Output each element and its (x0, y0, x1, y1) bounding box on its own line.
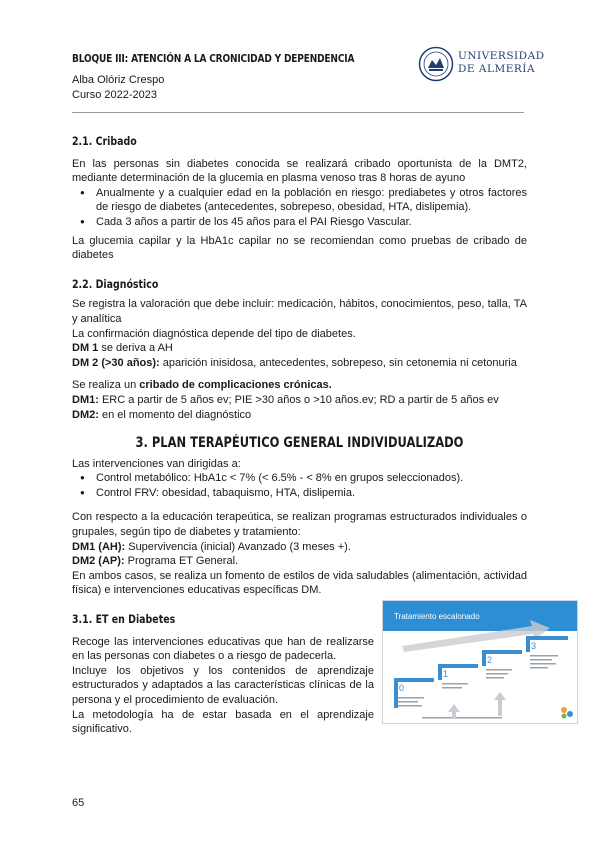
complicaciones-dm1: DM1: ERC a partir de 5 años ev; PIE >30 años o >10 años.ev; RD a partir de 5 años ev (72, 393, 499, 406)
step-label: 0 (399, 683, 405, 694)
cribado-list (72, 186, 527, 230)
et-p2: Incluye los objetivos y los contenidos de aprendizaje estructurados y adaptados a las características clínicas de la persona y el procedimiento de evaluación. (72, 664, 374, 706)
main-content (72, 134, 537, 737)
header-title: BLOQUE III: ATENCIÓN A LA CRONICIDAD Y DEPENDENCIA (72, 53, 355, 65)
header-course: Curso 2022-2023 (72, 89, 158, 101)
header-author: Alba Olóriz Crespo (72, 74, 165, 86)
logo-line-1: UNIVERSIDAD (458, 50, 545, 62)
plan-education: Con respecto a la educación terapeútica, se realizan programas estructurados individuales o grupales, según tipo de diabetes y tratamiento: (72, 511, 527, 539)
plan-list (72, 471, 527, 500)
complicaciones-line: Se realiza un cribado de complicaciones crónicas. (72, 379, 332, 392)
university-logo (418, 46, 545, 82)
cribado-heading: 2.1. Cribado (72, 134, 137, 148)
logo-line-2: DE ALMERÍA (458, 63, 536, 75)
plan-heading: 3. PLAN TERAPÉUTICO GENERAL INDIVIDUALIZADO (135, 435, 464, 452)
diagnostico-dm1: DM 1 se deriva a AH (72, 342, 173, 355)
tratamiento-escalonado-figure (382, 600, 578, 724)
et-section (72, 612, 537, 737)
university-seal-icon (418, 46, 454, 82)
logo-wordmark (458, 50, 545, 76)
step-label: 1 (443, 669, 449, 680)
figure-title: Tratamiento escalonado (394, 612, 480, 622)
et-p1: Recoge las intervenciones educativas que han de realizarse en las personas con diabetes o a riesgo de padecerla. (72, 635, 374, 663)
plan-dm1: DM1 (AH): Supervivencia (inicial) Avanzado (3 meses +). (72, 540, 351, 553)
et-p3: La metodología ha de estar basada en el aprendizaje significativo. (72, 708, 374, 736)
header-divider (72, 112, 524, 113)
list-item: ● Anualmente y a cualquier edad en la población en riesgo: prediabetes y otros factores de riesgo de diabetes (antecedentes, sobrepeso, obesidad, HTA, dislipemia). (96, 186, 527, 215)
diagnostico-p1: Se registra la valoración que debe incluir: medicación, hábitos, conocimientos, peso, talla, TA y analítica (72, 298, 527, 325)
step-label: 2 (487, 655, 493, 666)
list-item: ● Cada 3 años a partir de los 45 años para el PAI Riesgo Vascular. (96, 215, 527, 230)
page-number: 65 (72, 797, 85, 809)
diagnostico-heading: 2.2. Diagnóstico (72, 276, 159, 291)
step-label: 3 (531, 641, 537, 652)
cribado-intro: En las personas sin diabetes conocida se realizará cribado oportunista de la DMT2, mediante determinación de la glucemia en plasma venoso tras 8 horas de ayuno (72, 157, 527, 185)
complicaciones-dm2: DM2: en el momento del diagnóstico (72, 408, 252, 421)
plan-intro: Las intervenciones van dirigidas a: (72, 457, 241, 470)
et-text (72, 635, 374, 737)
list-item: ● Control FRV: obesidad, tabaquismo, HTA, dislipemia. (96, 486, 527, 501)
plan-dm2: DM2 (AP): Programa ET General. (72, 555, 239, 568)
list-item: ● Control metabólico: HbA1c < 7% (< 6.5% - < 8% en grupos seleccionados). (96, 471, 527, 486)
diagnostico-p2: La confirmación diagnóstica depende del tipo de diabetes. (72, 327, 356, 340)
plan-both: En ambos casos, se realiza un fomento de estilos de vida saludables (alimentación, actividad física) e intervenciones educativas específicas DM. (72, 569, 527, 597)
et-heading: 3.1. ET en Diabetes (72, 612, 176, 627)
diagnostico-dm2: DM 2 (>30 años): aparición inisidosa, antecedentes, sobrepeso, sin cetonemia ni cetonuria (72, 356, 517, 369)
cribado-note: La glucemia capilar y la HbA1c capilar no se recomiendan como pruebas de cribado de diabetes (72, 234, 527, 262)
